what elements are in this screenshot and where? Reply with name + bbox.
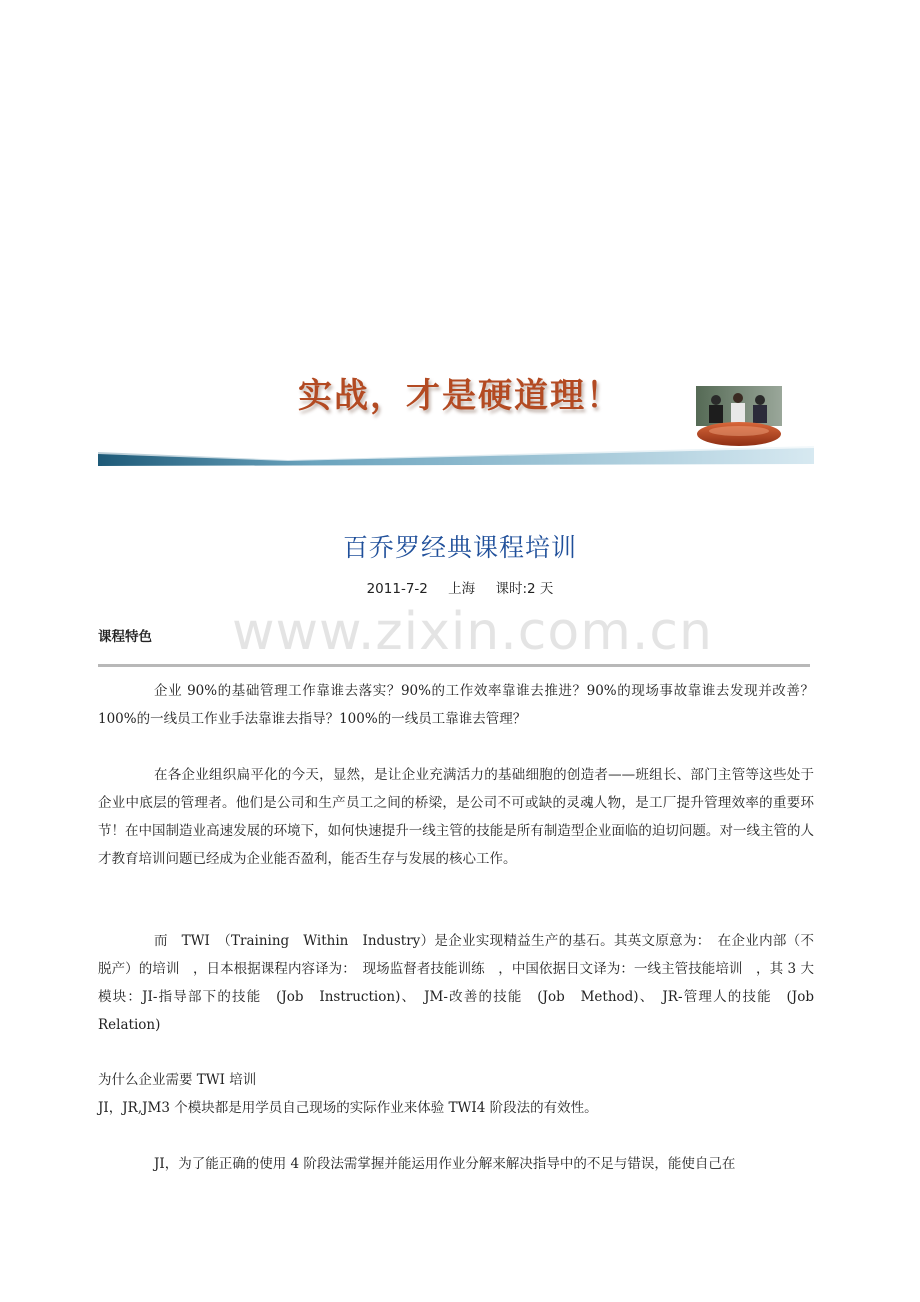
- meeting-photo: [696, 386, 782, 448]
- document-title: 百乔罗经典课程培训: [342, 533, 577, 562]
- banner: [98, 360, 814, 468]
- course-duration: 课时:2 天: [495, 581, 554, 597]
- course-city: 上海: [448, 581, 476, 597]
- course-date: 2011-7-2: [366, 581, 428, 597]
- paragraph-4: JI，为了能正确的使用 4 阶段法需掌握并能运用作业分解来解决指导中的不足与错误，能使自己在: [154, 1156, 736, 1172]
- section-divider: [98, 664, 810, 667]
- paragraph-1: 企业 90%的基础管理工作靠谁去落实？90%的工作效率靠谁去推进？90%的现场事故靠谁去发现并改善？100%的一线员工作业手法靠谁去指导？100%的一线员工靠谁去管理？: [98, 683, 814, 727]
- banner-band: [98, 446, 814, 468]
- section-heading: 课程特色: [98, 629, 152, 645]
- why-heading: 为什么企业需要 TWI 培训: [98, 1072, 257, 1088]
- course-meta: [0, 577, 920, 597]
- why-line: JI，JR,JM3 个模块都是用学员自己现场的实际作业来体验 TWI4 阶段法的有效性。: [98, 1100, 598, 1116]
- paragraph-2: 在各企业组织扁平化的今天，显然，是让企业充满活力的基础细胞的创造者——班组长、部门主管等这些处于企业中底层的管理者。他们是公司和生产员工之间的桥梁，是公司不可或缺的灵魂人物，是工厂提升管理效率的重要环节！在中国制造业高速发展的环境下，如何快速提升一线主管的技能是所有制造型企业面临的迫切问题。对一线主管的人才教育培训问题已经成为企业能否盈利，能否生存与发展的核心工作。: [98, 767, 814, 867]
- banner-slogan: 实战，才是硬道理！: [298, 376, 622, 416]
- paragraph-3: 而 TWI （Training Within Industry）是企业实现精益生产的基石。其英文原意为： 在企业内部（不脱产）的培训 ，日本根据课程内容译为： 现场监督者技能训练 ，中国依据日文译为：一线主管技能培训 ，其 3 大模块：JI-指导部下的技能 (Job Instruction)、 JM-改善的技能 (Job Method)、 JR-管理人的技能 (Job Relation): [98, 933, 828, 1033]
- watermark: www.zixin.com.cn: [232, 602, 713, 662]
